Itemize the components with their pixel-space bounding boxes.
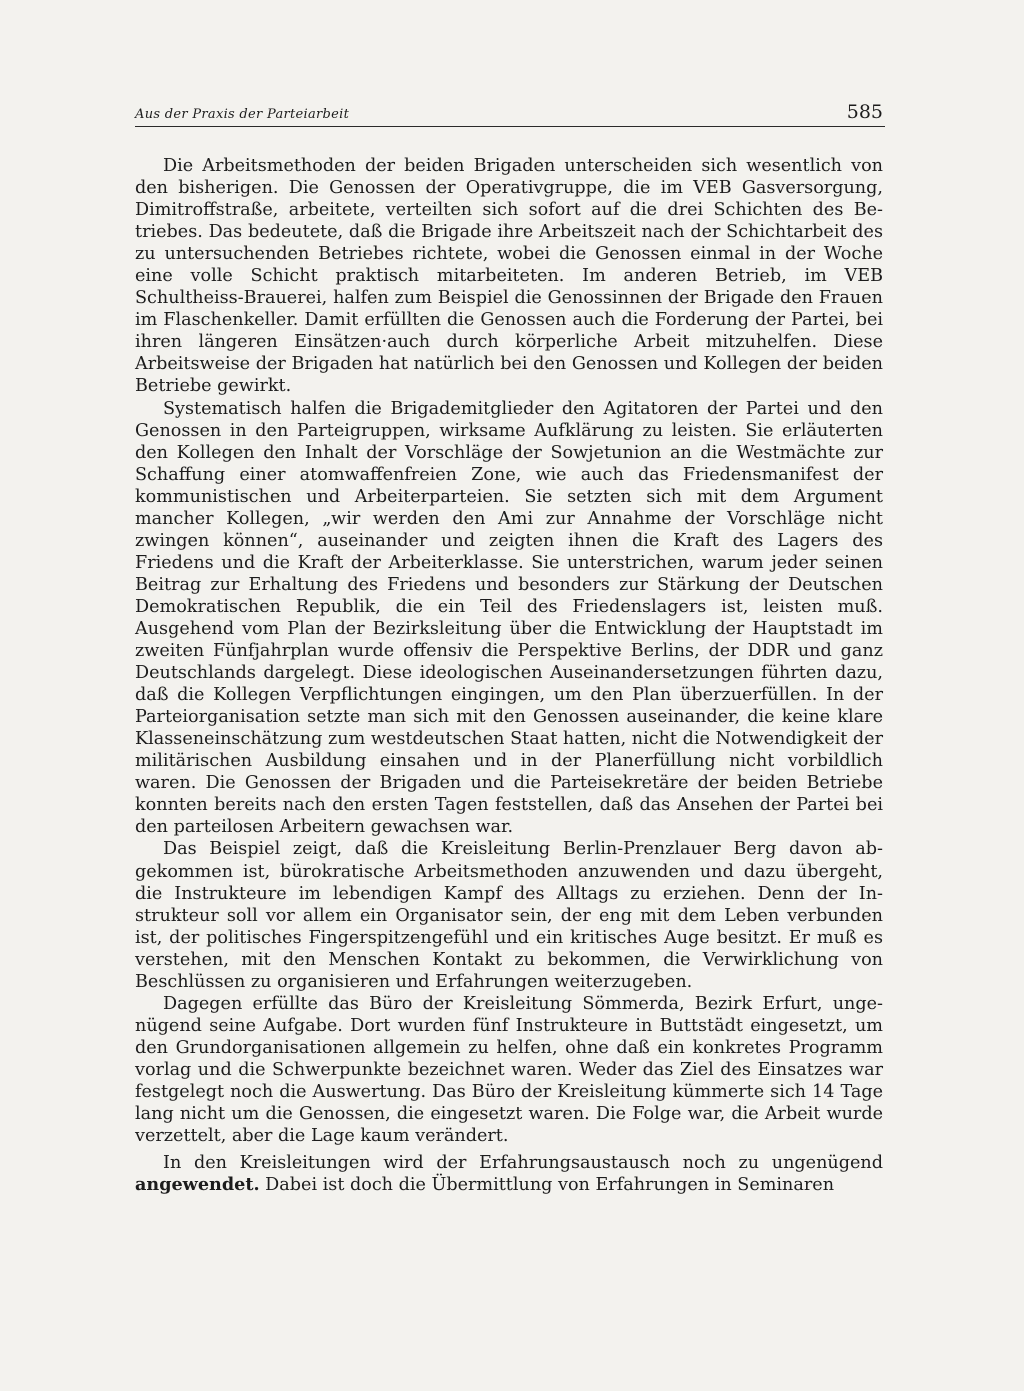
running-head-title: Aus der Praxis der Parteiarbeit bbox=[135, 107, 350, 122]
paragraph-soemmerda: Dagegen erfüllte das Büro der Kreisleitung Sömmerda, Bezirk Erfurt, ungenügend seine Aufgabe. Dort wurden fünf Instrukteure in Buttstädt eingesetzt, um den Grundorganisationen allgemein zu helfen, ohne daß ein konkretes Programm vorlag und die Schwerpunkte bezeichnet waren. Weder das Ziel des Einsatzes war festgelegt noch die Auswertung. Das Büro der Kreisleitung kümmerte sich 14 Tage lang nicht um die Genossen, die eingesetzt waren. Die Folge war, die Arbeit wurde verzettelt, aber die Lage kaum verändert. bbox=[135, 993, 883, 1147]
page-number: 585 bbox=[846, 101, 883, 123]
paragraph-experience-exchange bbox=[135, 1152, 883, 1196]
header-divider bbox=[135, 126, 885, 127]
article-body bbox=[135, 155, 883, 1196]
paragraph-agitation: Systematisch halfen die Brigademitglieder den Agitatoren der Partei und den Genossen in den Parteigruppen, wirksame Aufklärung zu leisten. Sie erläuterten den Kollegen den Inhalt der Vorschläge der Sowjetunion an die Westmächte zur Schaffung einer atomwaffenfreien Zone, wie auch das Friedensmanifest der kommunistischen und Arbeiterparteien. Sie setzten sich mit dem Argument mancher Kollegen, „wir werden den Ami zur Annahme der Vorschläge nicht zwingen können“, auseinander und zeigten ihnen die Kraft des Lagers des Friedens und die Kraft der Arbeiterklasse. Sie unterstrichen, warum jeder seinen Beitrag zur Erhaltung des Friedens und besonders zur Stärkung der Deutschen Demokratischen Republik, die ein Teil des Friedenslagers ist, leisten muß. Ausgehend vom Plan der Bezirksleitung über die Entwicklung der Hauptstadt im zweiten Fünfjahrplan wurde offensiv die Perspektive Berlins, der DDR und ganz Deutschlands dargelegt. Diese ideologischen Auseinandersetzungen führten dazu, daß die Kollegen Verpflichtungen eingingen, um den Plan überzuerfüllen. In der Parteiorganisation setzte man sich mit den Genossen auseinander, die keine klare Klasseneinschätzung zum westdeutschen Staat hatten, nicht die Notwendigkeit der militärischen Ausbildung einsahen und in der Planerfüllung nicht vorbildlich waren. Die Genossen der Brigaden und die Parteisekretäre der beiden Betriebe konnten bereits nach den ersten Tagen feststellen, daß das Ansehen der Partei bei den parteilosen Arbeitern gewachsen war. bbox=[135, 398, 883, 838]
paragraph-brigade-methods: Die Arbeitsmethoden der beiden Brigaden unterscheiden sich wesentlich von den bisherigen. Die Genossen der Operativgruppe, die im VEB Gasversorgung, Dimitroffstraße, arbeitete, verteilten sich sofort auf die drei Schichten des Betriebes. Das bedeutete, daß die Brigade ihre Arbeitszeit nach der Schichtarbeit des zu untersuchenden Betriebes richtete, wobei die Genossen einmal in der Woche eine volle Schicht praktisch mitarbeiteten. Im anderen Betrieb, im VEB Schultheiss-Brauerei, halfen zum Beispiel die Genossinnen der Brigade den Frauen im Flaschenkeller. Damit erfüllten die Genossen auch die Forderung der Partei, bei ihren längeren Einsätzen·auch durch körperliche Arbeit mitzuhelfen. Diese Arbeitsweise der Brigaden hat natürlich bei den Genossen und Kollegen der beiden Betriebe gewirkt. bbox=[135, 156, 883, 397]
paragraph-prenzlauer-berg-example: Das Beispiel zeigt, daß die Kreisleitung Berlin-Prenzlauer Berg davon abgekommen ist, bürokratische Arbeitsmethoden anzuwenden und dazu übergeht, die Instrukteure im lebendigen Kampf des Alltags zu erziehen. Denn der Instrukteur soll vor allem ein Organisator sein, der eng mit dem Leben verbunden ist, der politisches Fingerspitzengefühl und ein kritisches Auge besitzt. Er muß es verstehen, mit den Menschen Kontakt zu bekommen, die Verwirklichung von Beschlüssen zu organisieren und Erfahrungen weiterzugeben. bbox=[135, 839, 883, 992]
paragraph-experience-exchange-end: Dabei ist doch die Übermittlung von Erfahrungen in Seminaren bbox=[259, 1175, 835, 1196]
paragraph-experience-exchange-bold: angewendet. bbox=[135, 1174, 260, 1196]
paragraph-experience-exchange-start: In den Kreisleitungen wird der Erfahrungsaustausch noch zu ungenügend bbox=[163, 1153, 883, 1174]
running-header bbox=[135, 101, 885, 131]
